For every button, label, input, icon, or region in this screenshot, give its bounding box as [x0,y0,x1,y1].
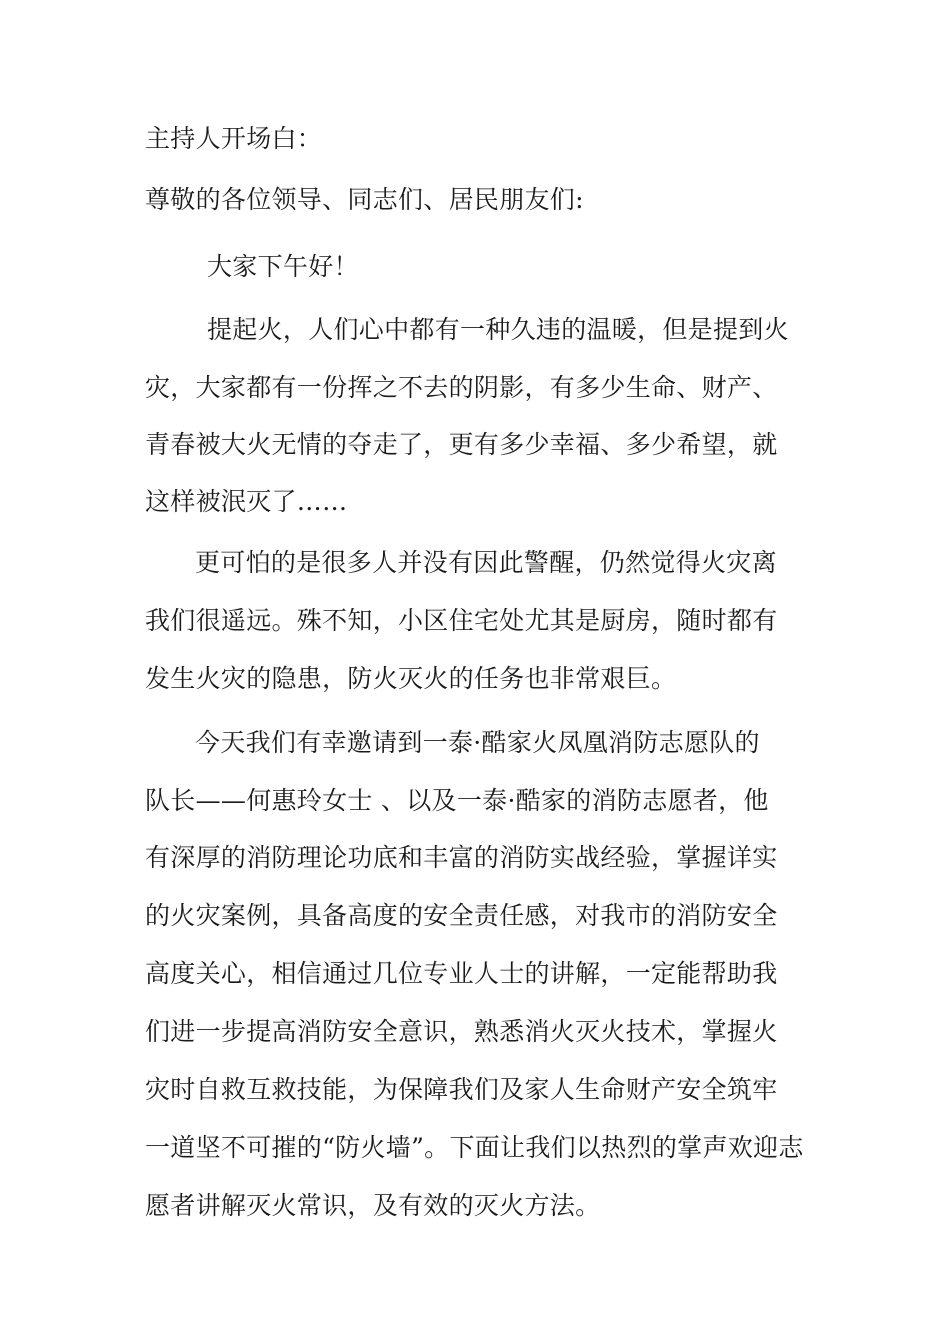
paragraph-line: 我们很遥远。殊不知，小区住宅处尤其是厨房，随时都有 [145,606,778,635]
paragraph-line: 的火灾案例，具备高度的安全责任感，对我市的消防安全 [145,901,778,930]
paragraph-line: 更可怕的是很多人并没有因此警醒，仍然觉得火灾离 [195,548,777,577]
paragraph-line: 发生火灾的隐患，防火灭火的任务也非常艰巨。 [145,664,677,693]
paragraph-line: 提起火，人们心中都有一种久违的温暖，但是提到火 [207,315,789,344]
paragraph-line: 一道坚不可摧的“防火墙”。下面让我们以热烈的掌声欢迎志 [145,1133,804,1162]
paragraph-line: 队长——何惠玲女士 、以及一泰·酷家的消防志愿者，他 [145,786,769,815]
salutation: 尊敬的各位领导、同志们、居民朋友们: [145,185,584,214]
paragraph-line: 愿者讲解灭火常识，及有效的灭火方法。 [145,1191,601,1220]
heading: 主持人开场白： [145,124,323,153]
paragraph-line: 青春被大火无情的夺走了，更有多少幸福、多少希望，就 [145,430,778,459]
paragraph-line: 灾时自救互救技能，为保障我们及家人生命财产安全筑牢 [145,1075,778,1104]
paragraph-line: 有深厚的消防理论功底和丰富的消防实战经验，掌握详实 [145,843,778,872]
paragraph-line: 高度关心，相信通过几位专业人士的讲解，一定能帮助我 [145,959,778,988]
paragraph-line: 灾，大家都有一份挥之不去的阴影，有多少生命、财产、 [145,373,778,402]
greeting: 大家下午好！ [207,252,359,281]
paragraph-line: 们进一步提高消防安全意识，熟悉消火灭火技术，掌握火 [145,1017,778,1046]
paragraph-line: 这样被泯灭了…… [145,487,348,516]
paragraph-line: 今天我们有幸邀请到一泰·酷家火凤凰消防志愿队的 [195,728,760,757]
